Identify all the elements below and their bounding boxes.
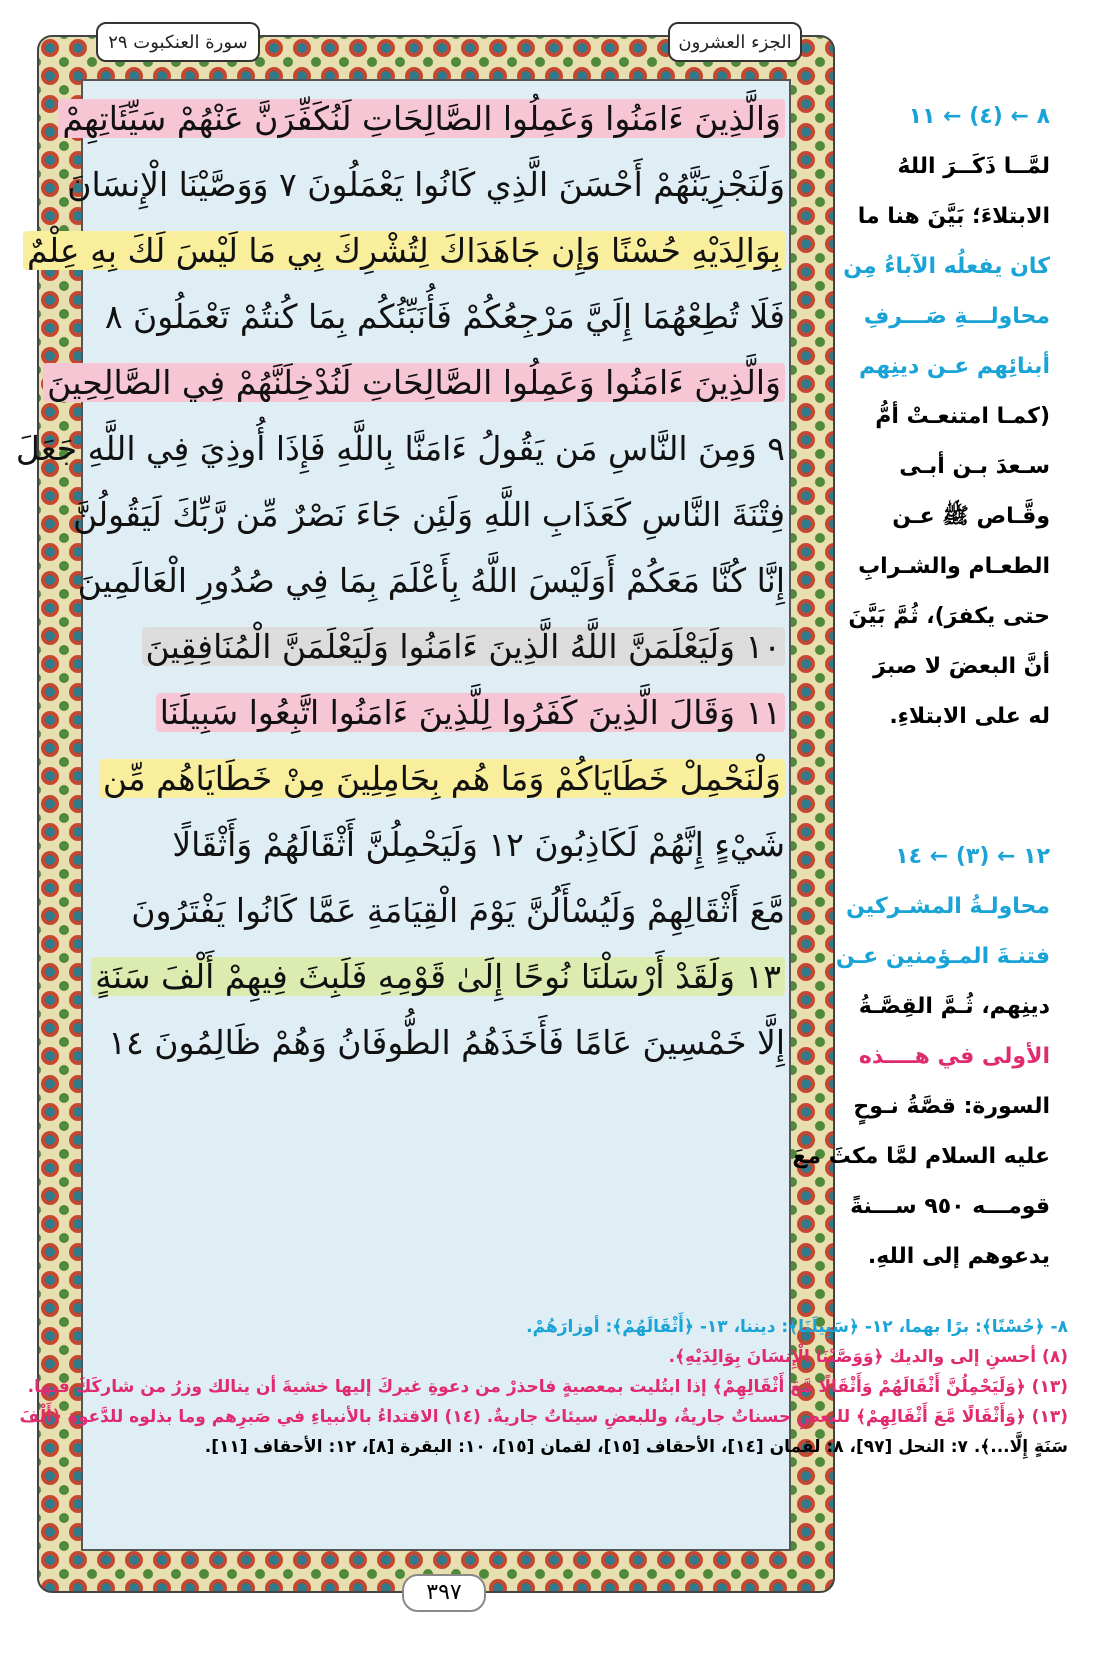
side-commentary-b: [792, 832, 1050, 1282]
line-text: إِلَّا خَمْسِينَ عَامًا فَأَخَذَهُمُ الطُّوفَانُ وَهُمْ ظَالِمُونَ ١٤: [108, 1022, 785, 1062]
footnote-vocab: ٨- ﴿حُسْنًا﴾: برًا بهما، ١٢- ﴿سَبِيلَنَا﴾: ديننا، ١٣- ﴿أَثْقَالَهُمْ﴾: أوزارَهُمْ.: [526, 1317, 1068, 1337]
quran-line: [27, 218, 785, 282]
side-line: لمَّــا ذَكَــرَ اللهُ: [897, 154, 1050, 179]
line-text: شَيْءٍ إِنَّهُمْ لَكَاذِبُونَ ١٢ وَلَيَحْمِلُنَّ أَثْقَالَهُمْ وَأَثْقَالًا: [172, 824, 785, 864]
footnotes: [19, 1312, 1068, 1462]
footnote: (١٣) ﴿وَأَثْقَالًا مَّعَ أَثْقَالِهِمْ﴾ للبعضِ حسناتٌ جاريةٌ، وللبعضِ سيئاتٌ جاريةٌ. (١٤) الاقتداءُ بالأنبياءِ في صَبرِهم وما بذلوه للدَّعوةِ ﴿أَلْفَ: [19, 1407, 1068, 1427]
quran-line: [90, 812, 785, 876]
line-text: فِتْنَةَ النَّاسِ كَعَذَابِ اللَّهِ وَلَئِن جَاءَ نَصْرٌ مِّن رَّبِّكَ لَيَقُولُنَّ: [72, 494, 785, 534]
quran-line: [62, 86, 785, 150]
line-text: مَّعَ أَثْقَالِهِمْ وَلَيُسْأَلُنَّ يَوْمَ الْقِيَامَةِ عَمَّا كَانُوا يَفْتَرُونَ: [131, 890, 785, 930]
quran-line: [90, 746, 785, 810]
quran-line: [90, 944, 785, 1008]
surah-label: سورة العنكبوت ٢٩: [96, 22, 260, 62]
side-line: وقَّـاص ﷺ عـن: [892, 504, 1050, 529]
side-line: السورة: قصَّةُ نـوحٍ: [853, 1094, 1050, 1119]
side-line: حتى يكفرَ)، ثُمَّ بَيَّنَ: [848, 604, 1050, 629]
page-number: ٣٩٧: [402, 1574, 486, 1612]
line-text: وَلْنَحْمِلْ خَطَايَاكُمْ وَمَا هُم بِحَامِلِينَ مِنْ خَطَايَاهُم مِّن: [99, 759, 785, 798]
line-text: إِنَّا كُنَّا مَعَكُمْ أَوَلَيْسَ اللَّهُ بِأَعْلَمَ بِمَا فِي صُدُورِ الْعَالَمِينَ: [77, 560, 785, 600]
side-range: ١٢ ← (٣) ← ١٤: [895, 844, 1050, 869]
side-commentary-a: [843, 92, 1050, 742]
quran-line: [47, 350, 785, 414]
quran-line: [90, 1010, 785, 1074]
quran-line: [90, 614, 785, 678]
line-text: ٩ وَمِنَ النَّاسِ مَن يَقُولُ ءَامَنَّا بِاللَّهِ فَإِذَا أُوذِيَ فِي اللَّهِ جَعَلَ: [15, 428, 785, 468]
quran-line: [90, 284, 785, 348]
side-line: يدعوهم إلى اللهِ.: [867, 1244, 1050, 1269]
side-line: قومـــه ٩٥٠ ســـنةً: [850, 1194, 1050, 1219]
quran-line: [15, 416, 785, 480]
side-line: الطعـام والشـرابِ: [858, 554, 1050, 579]
quran-line: [67, 152, 785, 216]
footnote: (٨) أحسنِ إلى والديك ﴿وَوَصَّيْنَا الْإِنسَانَ بِوَالِدَيْهِ﴾.: [668, 1347, 1068, 1367]
side-range: ٨ ← (٤) ← ١١: [908, 104, 1050, 129]
quran-line: [77, 548, 785, 612]
footnote-references: سَنَةٍ إِلَّا...﴾. ٧: النحل [٩٧]، ٨: لقمان [١٤]، الأحقاف [١٥]، لقمان [١٥]، ١٠: البقرة [٨]، ١٢: الأحقاف [١١].: [204, 1437, 1068, 1457]
side-line: محاولـةُ المشـركين: [846, 894, 1050, 919]
line-text: ١٠ وَلَيَعْلَمَنَّ اللَّهُ الَّذِينَ ءَامَنُوا وَلَيَعْلَمَنَّ الْمُنَافِقِينَ: [142, 627, 785, 666]
line-text: وَالَّذِينَ ءَامَنُوا وَعَمِلُوا الصَّالِحَاتِ لَنُكَفِّرَنَّ عَنْهُمْ سَيِّئَاتِهِمْ: [58, 99, 785, 138]
quran-line: [90, 878, 785, 942]
side-line: أبنائِهم عـن دينِهم: [858, 354, 1050, 379]
side-line: سـعدَ بـن أبـى: [899, 454, 1050, 479]
line-text: ١٣ وَلَقَدْ أَرْسَلْنَا نُوحًا إِلَىٰ قَوْمِهِ فَلَبِثَ فِيهِمْ أَلْفَ سَنَةٍ: [91, 957, 785, 996]
side-line: أنَّ البعضَ لا صبرَ: [873, 654, 1050, 679]
side-line: (كمـا امتنعـتْ أمُّ: [875, 404, 1050, 429]
line-text: ١١ وَقَالَ الَّذِينَ كَفَرُوا لِلَّذِينَ ءَامَنُوا اتَّبِعُوا سَبِيلَنَا: [156, 693, 785, 732]
side-line: محاولـــةِ صَـــرفِ: [863, 304, 1050, 329]
side-line: فتنـةَ المـؤمنين عـن: [835, 944, 1050, 969]
side-line: كان يفعلُه الآباءُ مِن: [843, 254, 1050, 279]
juz-label: الجزء العشرون: [668, 22, 802, 62]
side-line: الأولى في هــــذه: [858, 1044, 1050, 1069]
quran-line: [72, 482, 785, 546]
quran-line: [90, 680, 785, 744]
line-text: فَلَا تُطِعْهُمَا إِلَيَّ مَرْجِعُكُمْ فَأُنَبِّئُكُم بِمَا كُنتُمْ تَعْمَلُونَ ٨: [104, 296, 785, 336]
side-line: عليه السلام لمَّا مكثَ معَ: [792, 1144, 1050, 1169]
line-text: وَلَنَجْزِيَنَّهُمْ أَحْسَنَ الَّذِي كَانُوا يَعْمَلُونَ ٧ وَوَصَّيْنَا الْإِنسَانَ: [67, 164, 785, 204]
side-line: الابتلاءَ؛ بَيَّنَ هنا ما: [857, 204, 1050, 229]
footnote: (١٣) ﴿وَلَيَحْمِلُنَّ أَثْقَالَهُمْ وَأَثْقَالًا مَّعَ أَثْقَالِهِمْ﴾ إذا ابتُليت بمعصيةٍ فاحذرْ من دعوةِ غيركَ إليها خشيةَ أن ينالك وزرُ من شاركَكَ فيها.: [27, 1377, 1068, 1397]
line-text: وَالَّذِينَ ءَامَنُوا وَعَمِلُوا الصَّالِحَاتِ لَنُدْخِلَنَّهُمْ فِي الصَّالِحِينَ: [43, 363, 785, 402]
side-line: دينِهم، ثُـمَّ القِصَّـةُ: [858, 994, 1050, 1019]
line-text: بِوَالِدَيْهِ حُسْنًا وَإِن جَاهَدَاكَ لِتُشْرِكَ بِي مَا لَيْسَ لَكَ بِهِ عِلْمٌ: [23, 231, 785, 270]
side-line: له على الابتلاءِ.: [889, 704, 1050, 729]
